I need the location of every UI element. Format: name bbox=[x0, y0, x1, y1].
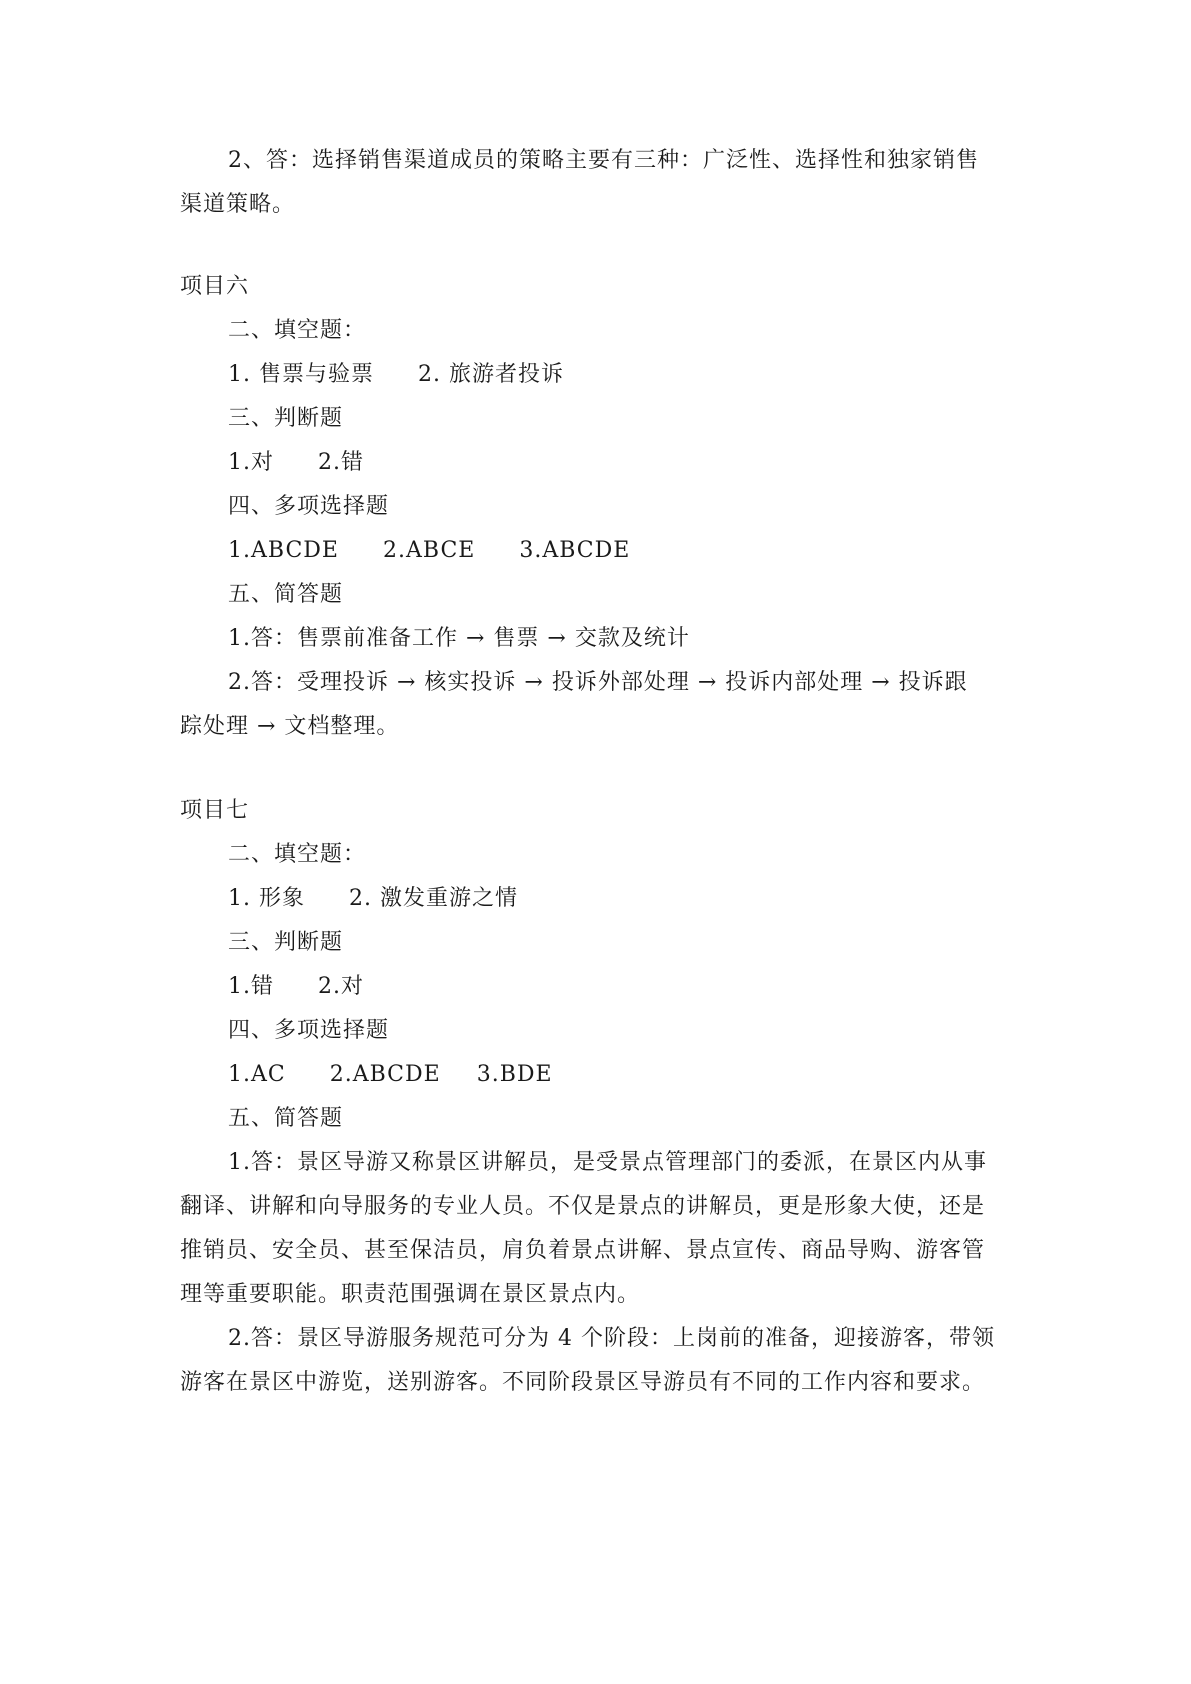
answer-text: 踪处理 → 文档整理。 bbox=[180, 714, 400, 739]
answer-row bbox=[228, 448, 364, 478]
answer-text: 2.答：受理投诉 → 核实投诉 → 投诉外部处理 → 投诉内部处理 → 投诉跟 bbox=[228, 670, 968, 695]
answer-item: 2.对 bbox=[318, 974, 364, 999]
answer-text: 1.答：售票前准备工作 → 售票 → 交款及统计 bbox=[228, 626, 690, 651]
answer-text: 1.答：景区导游又称景区讲解员，是受景点管理部门的委派，在景区内从事 bbox=[228, 1150, 987, 1175]
answer-row bbox=[228, 884, 518, 914]
answer-text: 理等重要职能。职责范围强调在景区景点内。 bbox=[180, 1282, 641, 1307]
subsection-heading: 五、简答题 bbox=[228, 582, 344, 607]
answer-item: 1.ABCDE bbox=[228, 538, 339, 563]
answer-row bbox=[228, 360, 564, 390]
subsection-heading: 二、填空题： bbox=[228, 842, 367, 867]
answer-row bbox=[228, 972, 364, 1002]
answer-item: 2. 旅游者投诉 bbox=[417, 362, 564, 387]
answer-item: 1.AC bbox=[228, 1062, 286, 1087]
subsection-heading: 三、判断题 bbox=[228, 406, 344, 431]
answer-item: 3.BDE bbox=[476, 1062, 553, 1087]
answer-item: 2. 激发重游之情 bbox=[348, 886, 518, 911]
answer-text: 翻译、讲解和向导服务的专业人员。不仅是景点的讲解员，更是形象大使，还是 bbox=[180, 1194, 986, 1219]
answer-text: 游客在景区中游览，送别游客。不同阶段景区导游员有不同的工作内容和要求。 bbox=[180, 1370, 986, 1395]
subsection-heading: 四、多项选择题 bbox=[228, 494, 390, 519]
subsection-heading: 五、简答题 bbox=[228, 1106, 344, 1131]
answer-item: 1.对 bbox=[228, 450, 274, 475]
answer-item: 2.ABCE bbox=[382, 538, 476, 563]
subsection-heading: 三、判断题 bbox=[228, 930, 344, 955]
answer-item: 2.错 bbox=[318, 450, 364, 475]
answer-item: 1. 形象 bbox=[228, 886, 305, 911]
answer-text: 2.答：景区导游服务规范可分为 4 个阶段：上岗前的准备，迎接游客，带领 bbox=[228, 1326, 995, 1351]
answer-text: 渠道策略。 bbox=[180, 192, 296, 217]
subsection-heading: 二、填空题： bbox=[228, 318, 367, 343]
answer-item: 1.错 bbox=[228, 974, 274, 999]
answer-row bbox=[228, 1060, 553, 1090]
answer-text: 推销员、安全员、甚至保洁员，肩负着景点讲解、景点宣传、商品导购、游客管 bbox=[180, 1238, 986, 1263]
section-title: 项目七 bbox=[180, 798, 250, 823]
answer-item: 1. 售票与验票 bbox=[228, 362, 374, 387]
subsection-heading: 四、多项选择题 bbox=[228, 1018, 390, 1043]
section-title: 项目六 bbox=[180, 274, 250, 299]
answer-text: 2、答：选择销售渠道成员的策略主要有三种：广泛性、选择性和独家销售 bbox=[228, 148, 979, 173]
answer-row bbox=[228, 536, 630, 566]
answer-item: 2.ABCDE bbox=[329, 1062, 441, 1087]
answer-item: 3.ABCDE bbox=[519, 538, 631, 563]
